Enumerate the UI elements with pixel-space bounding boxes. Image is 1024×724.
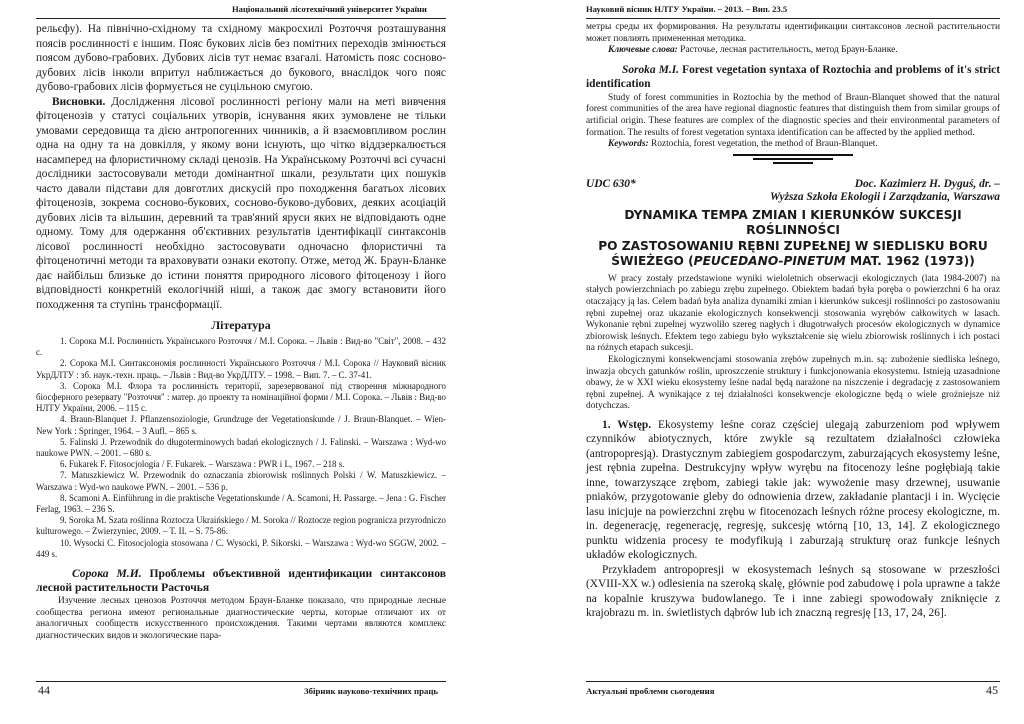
reference-list — [36, 336, 446, 560]
right-header-rule — [586, 18, 1000, 19]
reference-item: 1. Сорока М.І. Рослинність Українського Розточчя / М.І. Сорока. – Львів : Вид-во "Світ", 2008. – 432 с. — [36, 336, 446, 358]
ru-summary-continuation — [586, 22, 1000, 57]
ru-keywords-text: Расточье, лесная растительность, метод Браун-Бланке. — [677, 45, 898, 56]
reference-item: 7. Matuszkiewicz W. Przewodnik do oznaczania zbiorowisk roślinnych Polski / W. Matuszkiewicz. – Warszawa : Wyd-wo naukowe PWN. – 2001. – 536 p. — [36, 470, 446, 492]
left-body — [36, 22, 446, 312]
ru-cont-text: метры среды их формирования. На результаты идентификации синтаксонов лесной растительности может повлиять примененная методика. — [586, 22, 1000, 44]
conclusions-text: Дослідження лісової рослинності регіону мали на меті вивчення фітоценозів у статусі соціальних утворів, існування яких зумовлене не тільки умовами середовища та дією антропогенних чинників, а й взаємовпливом рослин одна на одну та на довкілля, у якому вони існують, що чітко віддзеркалюється насамперед на флористичному складі ценозів. На Українському Розточчі всі сучасні дослідники застосовували методи домінантної шкали, результати цих пошуків часто давали підстави для довготлих дискусій про походження багатьох лісових фітоценозів, зокрема сосново-букових, сосново-буково-дубових, деяких асоціацій дубових лісів та вільшин, деревний та трав'яний яруси яких не відповідають одне одному. Тому для одержання об'єктивних результатів ідентифікації синтаксонів лісової рослинності необхідно застосовувати одночасно флористичні та фітоценотичні методи та враховувати ознаки екотопу. Отже, метод Ж. Браун-Бланке дає найбільш близьке до істини поняття природного лісового фітоценозу і його відповідності конкретній екологічній ніші, а також дає змогу встановити його походження та ступінь трансформації. — [36, 95, 446, 311]
right-column — [586, 22, 1000, 621]
reference-item: 2. Сорока М.І. Синтаксономія рослинності Українського Розточчя / М.І. Сорока // Науковий вісник УкрДЛТУ : зб. наук.-техн. праць. – Львів : Вид-во УкрДЛТУ. – 1998. – Вип. 7. – С. 37-41. — [36, 358, 446, 380]
ru-keywords — [586, 45, 1000, 57]
conclusions-paragraph — [36, 95, 446, 313]
article-affiliation: Wyższa Szkoła Ekologii i Zarządzania, Warszawa — [770, 190, 1000, 203]
en-summary-title-text: Forest vegetation syntaxa of Roztochia and problems of it's strict identification — [586, 63, 1000, 90]
reference-item: 9. Soroka M. Szata roślinna Roztocza Ukraińskiego / M. Soroka // Roztocze region pogranicza przyrodniczo kulturowego. – Zwierzyniec, 2009. – T. II. – S. 75-86. — [36, 515, 446, 537]
right-running-header: Науковий вісник НЛТУ України. – 2013. – Вип. 23.5 — [586, 4, 788, 14]
conclusions-label: Висновки. — [52, 95, 106, 108]
pl-abstract — [586, 274, 1000, 413]
intro-paragraph — [586, 418, 1000, 563]
right-footer-rule — [586, 681, 1000, 682]
article-author: Doc. Kazimierz H. Dyguś, dr. – — [854, 177, 1000, 190]
reference-item: 6. Fukarek F. Fitosocjologia / F. Fukarek. – Warszawa : PWR i L, 1967. – 218 s. — [60, 459, 345, 470]
en-summary-author: Soroka M.I. — [622, 63, 679, 76]
ru-abstract-text: Изучение лесных ценозов Розточчя методом Браун-Бланке показало, что природные лесные сообщества региона имеют региональные диагностические черты, которые отличают их от аналогичных сообществ искусственного происхождения. Такими чертами являются комплекс диагностических видов и экологические пара- — [36, 596, 446, 641]
article-title-line: DYNAMIKA TEMPA ZMIAN I KIERUNKÓW SUKCESJI ROŚLINNOŚCI — [624, 207, 962, 238]
left-running-header: Національний лісотехнічний університет України — [232, 4, 427, 14]
udc-author-row — [586, 178, 1000, 190]
en-summary-abstract — [586, 93, 1000, 151]
ru-summary-title — [36, 567, 446, 595]
en-abstract-text: Study of forest communities in Roztochia by the method of Braun-Blanquet showed that the natural forest communities of the area have regional diagnostic features that distinguish them from similar groups of artificial origin. These features are complex of the diagnostic species and their environmental parameters of formation. The results of forest vegetation syntaxa identification can be affected by the applied method. — [586, 92, 1000, 138]
reference-item: 3. Сорока М.І. Флора та рослинність території, зарезервованої під створення міжнародного біосферного резервату "Розточчя" : матер. до проекту та номінаційної форми / М.І. Сорока. – Львів : Вид-во НЛТУ України, 2006. – 115 с. — [36, 380, 446, 414]
article-title-line — [586, 254, 1000, 270]
left-header-rule — [36, 18, 446, 19]
article-body — [586, 418, 1000, 621]
body-paragraph: рельєфу). На північно-східному та східному макросхилі Розточчя розташування поясів рослинності є іншим. Пояс букових лісів без помітних переходів змінюється поясом дубово-грабових. Дубових лісів тут немає взагалі. Натомість пояс сосново-дубових лісів інколи впритул наближається до букового, внаслідок чого пояс дубово-грабових лісів формується не суцільною смугою. — [36, 23, 446, 93]
left-footer-rule — [36, 681, 446, 682]
en-summary-title — [586, 63, 1000, 91]
ru-summary-abstract — [36, 596, 446, 642]
intro-label: 1. Wstęp. — [602, 418, 652, 431]
ru-summary-author: Сорока М.И. — [72, 567, 142, 581]
left-page-number: 44 — [38, 683, 50, 697]
udc-code: UDC 630* — [586, 177, 636, 190]
en-keywords-label: Keywords: — [608, 139, 649, 150]
title-species: PEUCEDANO-PINETUM — [693, 254, 846, 269]
article-separator — [586, 154, 1000, 164]
right-page — [512, 0, 1024, 724]
ru-summary-title-text: Проблемы объективной идентификации синтаксонов лесной растительности Расточья — [36, 567, 447, 595]
en-keywords-text: Roztochia, forest vegetation, the method of Braun-Blanquet. — [648, 139, 878, 150]
right-page-number: 45 — [986, 683, 998, 697]
pl-abstract-paragraph: W pracy zostały przedstawione wyniki wieloletnich obserwacji ekologicznych (lata 1984-2007) na stałych powierzchniach po zabiegu zrębu zupełnego. Obiektem badań była poręba o powierzchni 6 ha oraz otaczający ją las. Celem badań była analiza dynamiki zmian i kierunków sukcesji roślinności po zastosowaniu rębni zupełnej oraz ukazanie ekologicznych konsekwencji stosowania wyrębów całkowitych w lasach. Wykonanie rębni zupełnej wyzwoliło szereg nagłych i długotrwałych procesów ekologicznych w dynamice zbiorowisk leśnych. Efektem tego zabiegu było wykształcenie się wielu zbiorowisk roślinnych i ich postaci na różnych etapach sukcesji. — [586, 273, 1000, 354]
left-column — [36, 22, 446, 642]
right-running-footer: Актуальні проблеми сьогодення — [586, 686, 715, 696]
reference-item: 5. Falinski J. Przewodnik do długoterminowych badań ekologicznych / J. Falinski. – Warszawa : Wyd-wo naukowe PWN. – 2001. – 680 s. — [36, 436, 446, 459]
en-keywords — [586, 139, 1000, 151]
title-part: MAT. 1962 (1973)) — [845, 254, 975, 269]
reference-item: 10. Wysocki C. Fitosocjologia stosowana / C. Wysocki, P. Sikorski. – Warszawa : Wyd-wo SGGW, 2002. – 449 s. — [36, 537, 446, 559]
reference-item: 4. Braun-Blanquet J. Pflanzensoziologie, Grundzuge der Vegetationskunde / J. Braun-Blanquet. – Wien-New York : Springer, 1964. – 3 Aufl. – 865 s. — [36, 414, 446, 436]
ru-keywords-label: Ключевые слова: — [608, 45, 678, 56]
left-running-footer: Збірник науково-технічних праць — [304, 686, 439, 696]
reference-item: 8. Scamoni A. Einführung in die praktische Vegetationskunde / A. Scamoni, H. Passarge. – Jena : G. Fischer Ferlag, 1963. – 236 S. — [36, 492, 446, 515]
body-paragraph: Przykładem antropopresji w ekosystemach leśnych są stosowane w przeszłości (XVIII-XX w.) odlesienia na szeroką skalę, głównie pod zabudowę i pola uprawne a także na kopalnie kruszywa budowlanego. Te i inne zabiegi spowodowały zniknięcie z krajobrazu m. in. świetlistych dąbrów lub ich znaczną regresję [13, 17, 24, 26]. — [586, 563, 1000, 620]
article-title — [586, 208, 1000, 270]
article-title-line: PO ZASTOSOWANIU RĘBNI ZUPEŁNEJ W SIEDLISKU BORU — [598, 238, 988, 253]
title-part: ŚWIEŻEGO ( — [611, 254, 694, 269]
literature-heading: Література — [211, 318, 271, 332]
pl-abstract-paragraph: Ekologicznymi konsekwencjami stosowania zrębów zupełnych m.in. są: zubożenie siedliska leśnego, inwazja obcych gatunków roślin, uproszczenie struktury i funkcjonowania ekosystemu. Istnieją uzasadnione obawy, że w XXI wieku ekosystemy leśne nadal będą narażone na niszczenie i degradację z zastosowaniem rębni zupełnej. A wynikające z tej działalności konsekwencje ekologiczne będą o wiele groźniejsze niż dotychczas. — [586, 354, 1000, 412]
intro-text: Ekosystemy leśne coraz częściej ulegają zaburzeniom pod wpływem czynników abiotycznych, które zwykle są rezultatem działalności człowieka (antropopresją). Drastycznym zabiegiem gospodarczym, zaburzających ekosystemy leśne, jest rębnia zupełna. Destrukcyjny wpływ wyrębu na fitocenozy leśne pogłębiają takie inne, towarzyszące zrębom, zabiegi takie jak: wywożenie masy drzewnej, usuwanie pniaków, przygotowanie gleby do odnowienia drzew, zakładanie plantacji i in. Wycięcie lasu inicjuje na powierzchni zrębu w fitocenozach leśnych różne procesy ekologiczne, m. in. degenerację, regenerację, regresję, sukcesję wtórną [10, 13, 14]. Z ekologicznego punktu widzenia procesy te modyfikują i zaburzają strukturę oraz funkcje leśnych układów ekologicznych. — [586, 418, 1000, 562]
